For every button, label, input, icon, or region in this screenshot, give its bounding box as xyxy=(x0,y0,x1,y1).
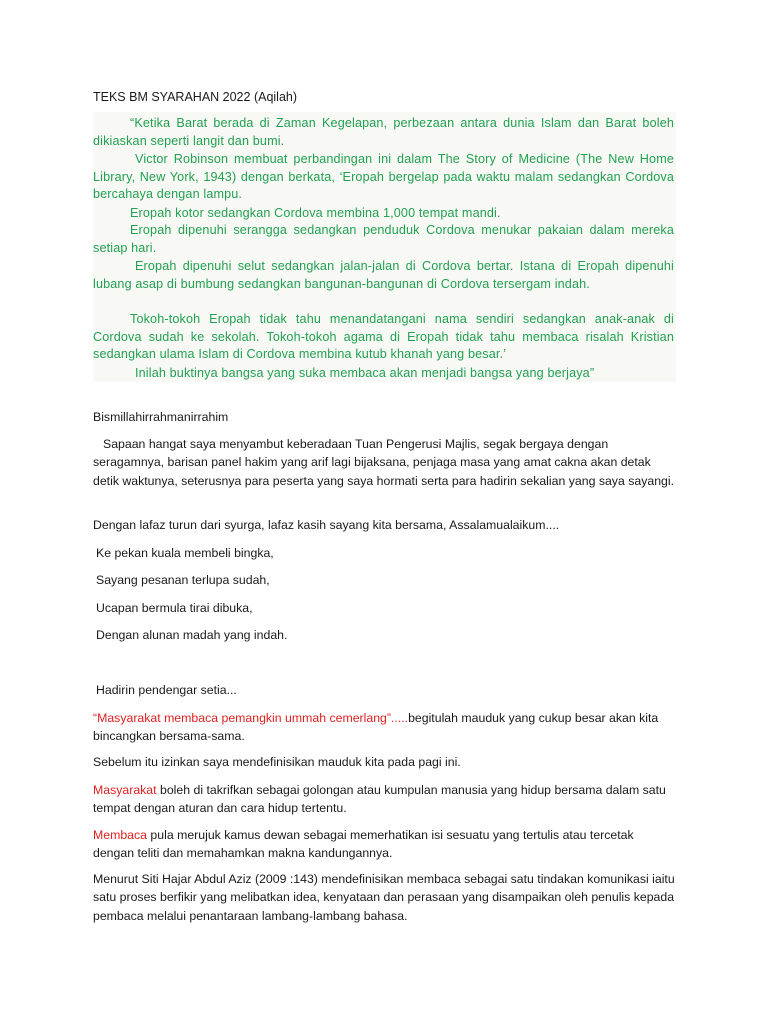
definition-masyarakat xyxy=(93,781,678,818)
quote-paragraph-2: Victor Robinson membuat perbandingan ini dalam The Story of Medicine (The New Home Library, New York, 1943) dengan berkata, ‘Eropah bergelap pada waktu malam sedangkan Cordova bercahaya dengan lampu. xyxy=(93,152,674,202)
topic-quote: “Masyarakat membaca pemangkin ummah cemerlang”..... xyxy=(93,711,409,725)
term-membaca: Membaca xyxy=(93,828,147,842)
topic-paragraph xyxy=(93,709,678,746)
pantun-line-3: Ucapan bermula tirai dibuka, xyxy=(96,601,253,615)
quote-paragraph-1: “Ketika Barat berada di Zaman Kegelapan, perbezaan antara dunia Islam dan Barat boleh dikiaskan seperti langit dan bumi. xyxy=(93,116,674,148)
pantun-line-2: Sayang pesanan terlupa sudah, xyxy=(96,573,270,587)
quote-paragraph-3: Eropah kotor sedangkan Cordova membina 1,000 tempat mandi. xyxy=(130,206,501,220)
definition-intro: Sebelum itu izinkan saya mendefinisikan mauduk kita pada pagi ini. xyxy=(93,755,461,769)
audience-address: Hadirin pendengar setia... xyxy=(96,683,237,697)
opening-basmalah: Bismillahirrahmanirrahim xyxy=(93,410,229,424)
quote-paragraph-4: Eropah dipenuhi serangga sedangkan penduduk Cordova menukar pakaian dalam mereka setiap hari. xyxy=(93,223,674,255)
pantun-line-1: Ke pekan kuala membeli bingka, xyxy=(96,546,274,560)
salam-line: Dengan lafaz turun dari syurga, lafaz kasih sayang kita bersama, Assalamualaikum.... xyxy=(93,518,560,532)
document-title: TEKS BM SYARAHAN 2022 (Aqilah) xyxy=(93,90,298,104)
term-membaca-definition: pula merujuk kamus dewan sebagai memerhatikan isi sesuatu yang tertulis atau tercetak dengan teliti dan memahamkan makna kandungannya. xyxy=(93,828,634,861)
definition-membaca xyxy=(93,826,678,863)
greeting-paragraph: Sapaan hangat saya menyambut keberadaan Tuan Pengerusi Majlis, segak bergaya dengan seragamnya, barisan panel hakim yang arif lagi bijaksana, penjaga masa yang amat cakna akan detak detik waktunya, seterusnya para peserta yang saya hormati serta para hadirin sekalian yang saya sayangi. xyxy=(93,437,675,488)
quote-paragraph-5: Eropah dipenuhi selut sedangkan jalan-jalan di Cordova bertar. Istana di Eropah dipenuhi lubang asap di bumbung sedangkan bangunan-bangunan di Cordova tersergam indah. xyxy=(93,259,674,291)
citation-paragraph: Menurut Siti Hajar Abdul Aziz (2009 :143) mendefinisikan membaca sebagai satu tindakan komunikasi iaitu satu proses berfikir yang melibatkan idea, kenyataan dan perasaan yang disampaikan oleh penulis kepada pembaca melalui penantaraan lambang-lambang bahasa. xyxy=(93,872,675,923)
pantun-line-4: Dengan alunan madah yang indah. xyxy=(96,628,288,642)
topic-rest: begitulah mauduk yang cukup besar akan kita bincangkan bersama-sama. xyxy=(93,711,659,744)
term-masyarakat-definition: boleh di takrifkan sebagai golongan atau kumpulan manusia yang hidup bersama dalam satu tempat dengan aturan dan cara hidup tertentu. xyxy=(93,783,666,816)
quote-paragraph-6: Tokoh-tokoh Eropah tidak tahu menandatangani nama sendiri sedangkan anak-anak di Cordova sudah ke sekolah. Tokoh-tokoh agama di Eropah tidak tahu membaca risalah Kristian sedangkan ulama Islam di Cordova membina kutub khanah yang besar.’ xyxy=(93,312,674,362)
term-masyarakat: Masyarakat xyxy=(93,783,157,797)
quote-paragraph-7: Inilah buktinya bangsa yang suka membaca akan menjadi bangsa yang berjaya” xyxy=(135,366,595,380)
